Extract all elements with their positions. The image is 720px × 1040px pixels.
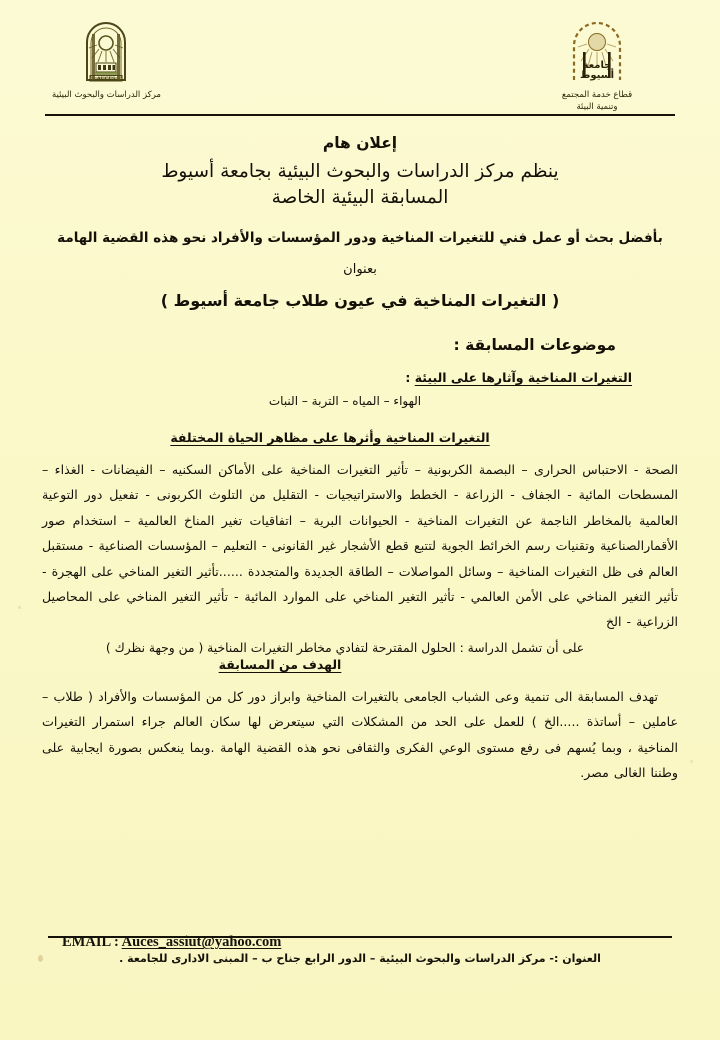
assiut-logo-caption-line2: وتنمية البيئة [576,102,618,113]
svg-text:أسيوط: أسيوط [580,70,614,81]
scan-speck [38,955,43,962]
competition-title: ( التغيرات المناخية في عيون طلاب جامعة أسيوط ) [160,290,560,310]
title-block [0,134,720,212]
document-content [0,336,720,786]
announcement-heading: إعلان هام [322,134,398,152]
auces-center-logo-block [52,22,161,101]
topics-subsection-1-heading-text: التغيرات المناخية وآثارها على البيئة [414,369,632,385]
assiut-logo-caption-line1: قطاع خدمة المجتمع [561,90,633,100]
svg-text:AUCES: AUCES [97,76,116,82]
topics-subsection-2-heading-text: التغيرات المناخية وأثرها على مظاهر الحياة المختلفة [170,429,490,445]
topics-subsection-1-heading [42,370,678,385]
assiut-university-arch-sun-logo [568,22,626,82]
titled-label: بعنوان [343,261,377,277]
topics-subsection-2-heading [42,430,678,445]
goal-section-heading-text: الهدف من المسابقة [218,656,342,672]
scan-speck [690,760,693,763]
topics-subsection-1-items: الهواء – المياه – التربة – النبات [268,393,422,408]
assiut-logo-caption [552,89,642,114]
topics-subsection-2-body: الصحة - الاحتباس الحرارى – البصمة الكربونية – تأثير التغيرات المناخية على الأماكن السكنيه – الفيضانات - الغذاء – المسطحات المائية - الجفاف - الزراعة - الخطط والاستراتيجيات - التقليل من التلوث الكربونى - تفعيل دور التوعية العالمية بالمخاطر الناجمة عن التغيرات المناخية - الحيوانات البرية – اتفاقيات تغير المناخ العالمية – استخدام صور الأقمارالصناعية وتقنيات رسم الخرائط الجوية لتتبع قطع الأشجار غير القانونى - التعليم – المؤسسات الصناعية - مستقبل العالم فى ظل التغيرات المناخية – وسائل المواصلات – الطاقة الجديدة والمتجددة ......تأثير التغير المناخي على الهجرة - تأثير التغير المناخي على الأمن العالمي - تأثير التغير المناخي على الموارد المائية - تأثير التغير المناخي على المحاصيل الزراعية - الخ [42,461,678,630]
svg-text:جامعة: جامعة [582,60,612,71]
auces-arch-sun-logo [83,22,129,82]
topics-subsection-1-colon: : [405,369,415,385]
goal-section-body: تهدف المسابقة الى تنمية وعى الشباب الجامعى بالتغيرات المناخية وابراز دور كل من المؤسسات والأفراد ( طلاب – عاملين – أساتذة .....الخ ) للعمل على الحد من المشكلات التي سيتعرض لها سكان العالم جراء استمرار التغيرات المناخية ، وبما يُسهم فى رفع مستوى الوعي الفكرى والثقافى نحو هذه القضية الهامة .وبما ينعكس بصورة ايجابية على وطننا الغالى مصر. [42,688,678,781]
auces-logo-caption: مركز الدراسات والبحوث البيئية [52,90,161,100]
email-label: EMAIL : [62,934,119,950]
email-row [62,934,281,951]
study-scope-note: على أن تشمل الدراسة : الحلول المقترحة لتفادي مخاطر التغيرات المناخية ( من وجهة نظرك ) [105,640,585,655]
office-address: العنوان :- مركز الدراسات والبحوث البيئية – الدور الرابع جناح ب – المبنى الادارى للجامعة . [119,952,601,965]
header-divider [45,114,675,116]
scan-speck [18,606,21,609]
topics-section-heading: موضوعات المسابقة : [453,335,616,354]
email-address[interactable]: Auces_assiut@yahoo.com [121,934,282,950]
organizer-line: ينظم مركز الدراسات والبحوث البيئية بجامعة أسيوط [161,161,559,182]
document-header [0,0,720,113]
assiut-university-logo-block [552,22,642,114]
goal-section-heading [42,657,678,672]
competition-line: المسابقة البيئية الخاصة [271,187,449,209]
competition-subtitle: بأفضل بحث أو عمل فني للتغيرات المناخية ودور المؤسسات والأفراد نحو هذه القضية الهامة [57,229,663,246]
